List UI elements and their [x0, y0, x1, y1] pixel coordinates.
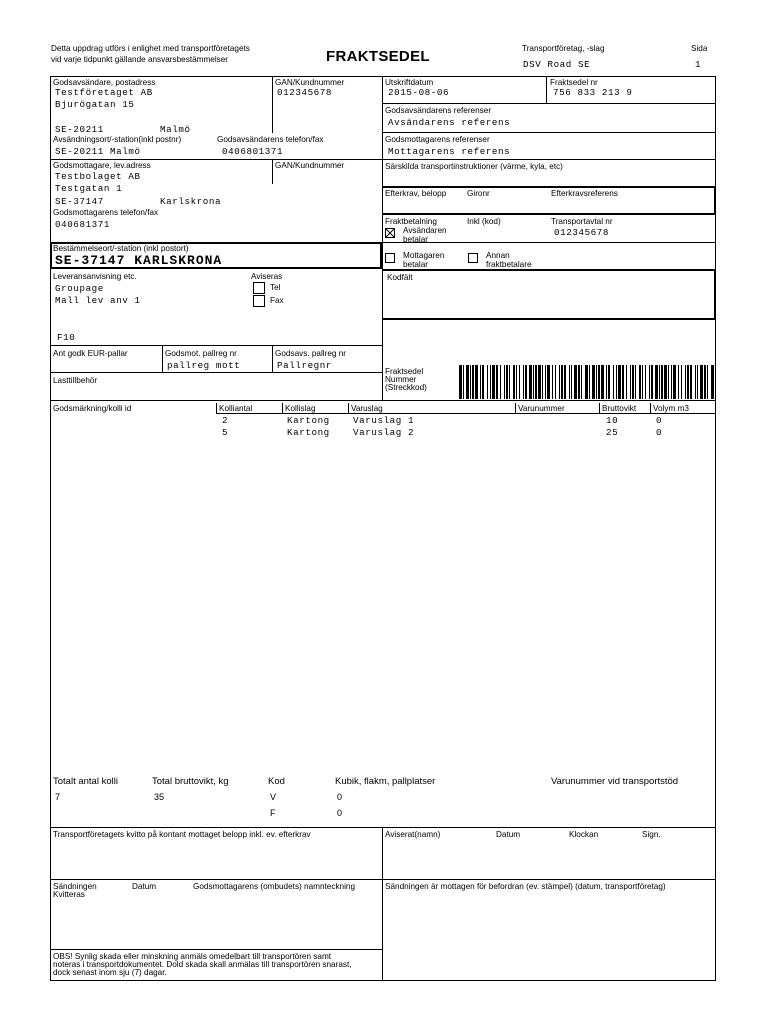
barcode-bar: [635, 365, 636, 399]
receiver-phone-label: Godsmottagarens telefon/fax: [53, 208, 159, 217]
barcode-bar: [492, 365, 495, 399]
barcode-bar: [513, 365, 515, 399]
rule: [599, 403, 600, 413]
divider-center-top: [382, 76, 383, 400]
delivery-instructions-label: Leveransanvisning etc.: [53, 272, 137, 281]
cod-amount-label: Efterkrav, belopp: [385, 189, 447, 198]
barcode-bar: [618, 365, 621, 399]
print-date-value: 2015-08-06: [388, 87, 450, 98]
barcode-bar: [569, 365, 570, 399]
incl-code-label: Inkl (kod): [467, 217, 501, 226]
barcode-bar: [664, 365, 667, 399]
barcode-bar: [659, 365, 660, 399]
barcode-bar: [630, 365, 631, 399]
barcode-bar: [589, 365, 590, 399]
row-1-count: 2: [222, 415, 229, 426]
payer-receiver-checkbox[interactable]: [385, 253, 395, 263]
barcode-bar: [547, 365, 550, 399]
receiver-signature-label: Godsmottagarens (ombudets) namnteckning: [193, 882, 356, 891]
barcode-bar: [555, 365, 556, 399]
row-2-count: 5: [222, 427, 229, 438]
rule: [50, 949, 382, 950]
page-title: FRAKTSEDEL: [326, 48, 430, 65]
frame-top: [50, 76, 716, 77]
barcode-bar: [681, 365, 682, 399]
freight-payment-label: Fraktbetalning: [385, 217, 437, 226]
code-field-label: Kodfält: [387, 273, 413, 282]
barcode-bar: [608, 365, 610, 399]
cubic-f-value: 0: [337, 808, 343, 818]
sender-pallet-reg-label: Godsavs. pallreg nr: [275, 349, 346, 358]
barcode-bar: [525, 365, 527, 399]
barcode-bar: [704, 365, 706, 399]
barcode-bar: [504, 365, 505, 399]
barcode-bar: [482, 365, 484, 399]
sender-station-label: Avsändningsort/-station(inkl postnr): [53, 135, 182, 144]
receiver-pallet-reg-value: pallreg mott: [167, 360, 241, 371]
receiver-name: Testbolaget AB: [55, 171, 141, 182]
delivery-code: F10: [57, 332, 76, 343]
receiver-gan-label: GAN/Kundnummer: [275, 161, 345, 170]
sender-postal: SE-20211: [55, 124, 104, 135]
note-line-3: dock senast inom sju (7) dagar.: [53, 968, 167, 977]
rule: [382, 827, 383, 980]
notified-time-label: Klockan: [569, 830, 599, 839]
rule: [162, 345, 163, 372]
sender-station-value: SE-20211 Malmö: [55, 146, 141, 157]
rule: [714, 269, 716, 320]
barcode-bar: [519, 365, 520, 399]
barcode-bar: [673, 365, 676, 399]
code-v: V: [270, 792, 277, 802]
row-2-volume: 0: [656, 427, 663, 438]
barcode-bar: [687, 365, 689, 399]
barcode-bar: [678, 365, 679, 399]
cubic-label: Kubik, flakm, pallplatser: [335, 776, 436, 787]
row-1-type: Kartong: [287, 415, 330, 426]
barcode-bar: [695, 365, 696, 399]
delivery-line-1: Groupage: [55, 283, 104, 294]
eur-pallets-label: Ant godk EUR-pallar: [53, 349, 128, 358]
sender-city: Malmö: [160, 124, 191, 135]
sender-label: Godsavsändare, postadress: [53, 78, 156, 87]
barcode-bar: [571, 365, 572, 399]
notify-fax-checkbox[interactable]: [253, 295, 265, 307]
sender-pallet-reg-value: Pallregnr: [277, 360, 333, 371]
barcode-bar: [506, 365, 508, 399]
barcode-bar: [578, 365, 580, 399]
barcode-bar: [472, 365, 474, 399]
barcode-bar: [613, 365, 614, 399]
barcode-bar: [585, 365, 588, 399]
rule: [650, 403, 651, 413]
carrier-label: Transportföretag, -slag: [522, 44, 605, 53]
barcode-bar: [690, 365, 692, 399]
shipment-label: Sändningen: [53, 882, 97, 891]
payer-receiver-label: Mottagaren betalar: [403, 251, 445, 269]
barcode-bar: [480, 365, 481, 399]
receiver-ref-label: Godsmottagarens referenser: [385, 135, 490, 144]
carrier-value: DSV Road SE: [523, 59, 591, 70]
barcode-bar: [711, 365, 714, 399]
barcode-bar: [559, 365, 560, 399]
barcode-bar: [552, 365, 553, 399]
transport-agreement-value: 012345678: [554, 227, 610, 238]
barcode-bar: [668, 365, 669, 399]
waybill-number-value: 756 833 213 9: [553, 87, 633, 98]
notified-name-label: Aviserat(namn): [385, 830, 441, 839]
receiver-city: Karlskrona: [160, 196, 222, 207]
receiver-label: Godsmottagare, lev.adress: [53, 161, 151, 170]
rule: [50, 242, 52, 269]
accessories-label: Lasttillbehör: [53, 376, 98, 385]
barcode-bar: [661, 365, 663, 399]
cod-reference-label: Efterkravsreferens: [551, 189, 618, 198]
row-1-weight: 10: [606, 415, 619, 426]
rule: [382, 132, 716, 133]
barcode-bar: [487, 365, 488, 399]
barcode-label-2: Nummer: [385, 375, 417, 384]
code-f: F: [270, 808, 276, 818]
payer-other-checkbox[interactable]: [468, 253, 478, 263]
barcode-bar: [645, 365, 646, 399]
rule: [382, 186, 716, 188]
carrier-receipt-label: Transportföretagets kvitto på kontant mottaget belopp inkl. ev. efterkrav: [53, 830, 311, 839]
barcode-bar: [596, 365, 597, 399]
special-instructions-label: Särskilda transportinstruktioner (värme, kyla, etc): [385, 162, 563, 171]
sender-gan-label: GAN/Kundnummer: [275, 78, 345, 87]
sender-street: Bjurögatan 15: [55, 99, 135, 110]
barcode-bar: [538, 365, 541, 399]
barcode-bar: [574, 365, 577, 399]
barcode-bar: [561, 365, 563, 399]
print-date-label: Utskriftdatum: [385, 78, 434, 87]
barcode-bar: [639, 365, 641, 399]
code-label: Kod: [268, 776, 285, 787]
barcode-bar: [707, 365, 708, 399]
total-packages-value: 7: [55, 792, 61, 802]
receiver-phone-value: 040681371: [55, 219, 111, 230]
forwarding-label: Sändningen är mottagen för befordran (ev. stämpel) (datum, transportföretag): [385, 882, 666, 891]
barcode-bar: [475, 365, 478, 399]
barcode-bar: [606, 365, 607, 399]
rule: [515, 403, 516, 413]
barcode-bar: [542, 365, 543, 399]
sender-phone-label: Godsavsändarens telefon/fax: [217, 135, 324, 144]
note-line-2: noteras i transportdokumentet. Dold skada skall anmälas till transportören snarast,: [53, 960, 352, 969]
barcode-bar: [655, 365, 658, 399]
barcode-bar: [466, 365, 469, 399]
page-number-label: Sida: [691, 44, 708, 53]
notify-tel-label: Tel: [270, 283, 281, 292]
sender-phone-value: 0406801371: [222, 146, 284, 157]
barcode-bar: [616, 365, 617, 399]
receiver-ref-value: Mottagarens referens: [388, 146, 511, 157]
barcode-bar: [632, 365, 634, 399]
rule: [348, 403, 349, 413]
destination-label: Bestämmelseort/-station (inkl postort): [53, 244, 189, 253]
barcode-bar: [545, 365, 546, 399]
payer-other-label: Annan fraktbetalare: [486, 251, 532, 269]
barcode-bar: [581, 365, 582, 399]
payer-sender-checkbox[interactable]: [385, 228, 395, 238]
rule: [380, 242, 382, 269]
barcode-bar: [651, 365, 653, 399]
item-number-label: Varunummer vid transportstöd: [551, 776, 679, 787]
rule: [50, 879, 716, 880]
barcode-bar: [564, 365, 566, 399]
barcode-bar: [685, 365, 686, 399]
barcode-bar: [533, 365, 534, 399]
barcode-bar: [529, 365, 532, 399]
rule: [282, 403, 283, 413]
notify-tel-checkbox[interactable]: [253, 282, 265, 294]
barcode-bar: [601, 365, 604, 399]
notify-label: Aviseras: [251, 272, 283, 281]
barcode-bar: [622, 365, 624, 399]
rule: [382, 103, 716, 104]
sender-name: Testföretaget AB: [55, 87, 153, 98]
col-item-number: Varunummer: [518, 404, 565, 413]
rule: [50, 159, 382, 160]
note-line-1: OBS! Synlig skada eller minskning anmäls omedelbart till transportören samt: [53, 952, 332, 961]
rule: [216, 413, 715, 414]
frame-bottom: [50, 980, 716, 981]
receipted-label: Kvitteras: [53, 890, 85, 899]
barcode-bar: [592, 365, 595, 399]
rule: [382, 269, 716, 271]
barcode-bar: [671, 365, 672, 399]
checked-x-icon: [386, 229, 394, 237]
barcode-bar: [459, 365, 462, 399]
barcode-bar: [649, 365, 650, 399]
col-goods-type: Varuslag: [351, 404, 383, 413]
barcode-bar: [463, 365, 464, 399]
row-2-type: Kartong: [287, 427, 330, 438]
rule: [50, 400, 716, 401]
total-weight-value: 35: [154, 792, 165, 802]
row-2-weight: 25: [606, 427, 619, 438]
barcode-bar: [500, 365, 501, 399]
barcode-bar: [700, 365, 703, 399]
intro-line-2: vid varje tidpunkt gällande ansvarsbestämmelser: [51, 55, 229, 64]
total-weight-label: Total bruttovikt, kg: [152, 776, 229, 787]
barcode-bar: [535, 365, 537, 399]
shipment-date-label: Datum: [132, 882, 157, 891]
notified-date-label: Datum: [496, 830, 521, 839]
rule: [216, 403, 217, 413]
rule: [382, 213, 716, 215]
total-packages-label: Totalt antal kolli: [53, 776, 118, 787]
row-1-volume: 0: [656, 415, 663, 426]
rule: [272, 345, 273, 372]
frame-left: [50, 76, 51, 980]
barcode-label-3: (Streckkod): [385, 383, 427, 392]
rule: [272, 159, 273, 184]
rule: [50, 345, 382, 346]
col-count: Kolliantal: [219, 404, 253, 413]
barcode-bar: [509, 365, 510, 399]
barcode-bar: [496, 365, 498, 399]
intro-line-1: Detta uppdrag utförs i enlighet med transportföretagets: [51, 44, 250, 53]
barcode-bar: [490, 365, 491, 399]
barcode-bar: [626, 365, 627, 399]
rule: [50, 827, 716, 828]
row-2-goods: Varuslag 2: [353, 427, 415, 438]
destination-value: SE-37147 KARLSKRONA: [55, 253, 223, 268]
receiver-postal: SE-37147: [55, 196, 104, 207]
row-1-goods: Varuslag 1: [353, 415, 415, 426]
barcode-bar: [523, 365, 524, 399]
payer-sender-label: Avsändaren betalar: [403, 226, 447, 244]
sender-gan-value: 012345678: [277, 87, 333, 98]
col-gross-weight: Bruttovikt: [602, 404, 637, 413]
giro-label: Gironr: [467, 189, 490, 198]
waybill-number-label: Fraktsedel nr: [550, 78, 598, 87]
receiver-pallet-reg-label: Godsmot. pallreg nr: [165, 349, 237, 358]
barcode-bar: [598, 365, 600, 399]
col-package-type: Kollislag: [285, 404, 316, 413]
col-volume: Volym m3: [653, 404, 689, 413]
rule: [382, 318, 716, 320]
rule: [272, 76, 273, 133]
waybill-barcode: [459, 365, 714, 399]
sender-ref-label: Godsavsändarens referenser: [385, 106, 492, 115]
barcode-bar: [516, 365, 517, 399]
barcode-label-1: Fraktsedel: [385, 367, 424, 376]
barcode-bar: [642, 365, 643, 399]
rule: [382, 159, 716, 160]
transport-agreement-label: Transportavtal nr: [551, 217, 613, 226]
rule: [50, 372, 382, 373]
divider-date-waybill: [546, 76, 547, 103]
notify-fax-label: Fax: [270, 296, 284, 305]
barcode-bar: [697, 365, 698, 399]
page-number-value: 1: [695, 59, 702, 70]
rule: [714, 186, 716, 215]
receiver-street: Testgatan 1: [55, 183, 123, 194]
cubic-v-value: 0: [337, 792, 343, 802]
delivery-line-2: Mall lev anv 1: [55, 295, 141, 306]
barcode-bar: [470, 365, 471, 399]
sender-ref-value: Avsändarens referens: [388, 117, 511, 128]
col-marking: Godsmärkning/kolli id: [53, 404, 132, 413]
notified-sign-label: Sign.: [642, 830, 661, 839]
